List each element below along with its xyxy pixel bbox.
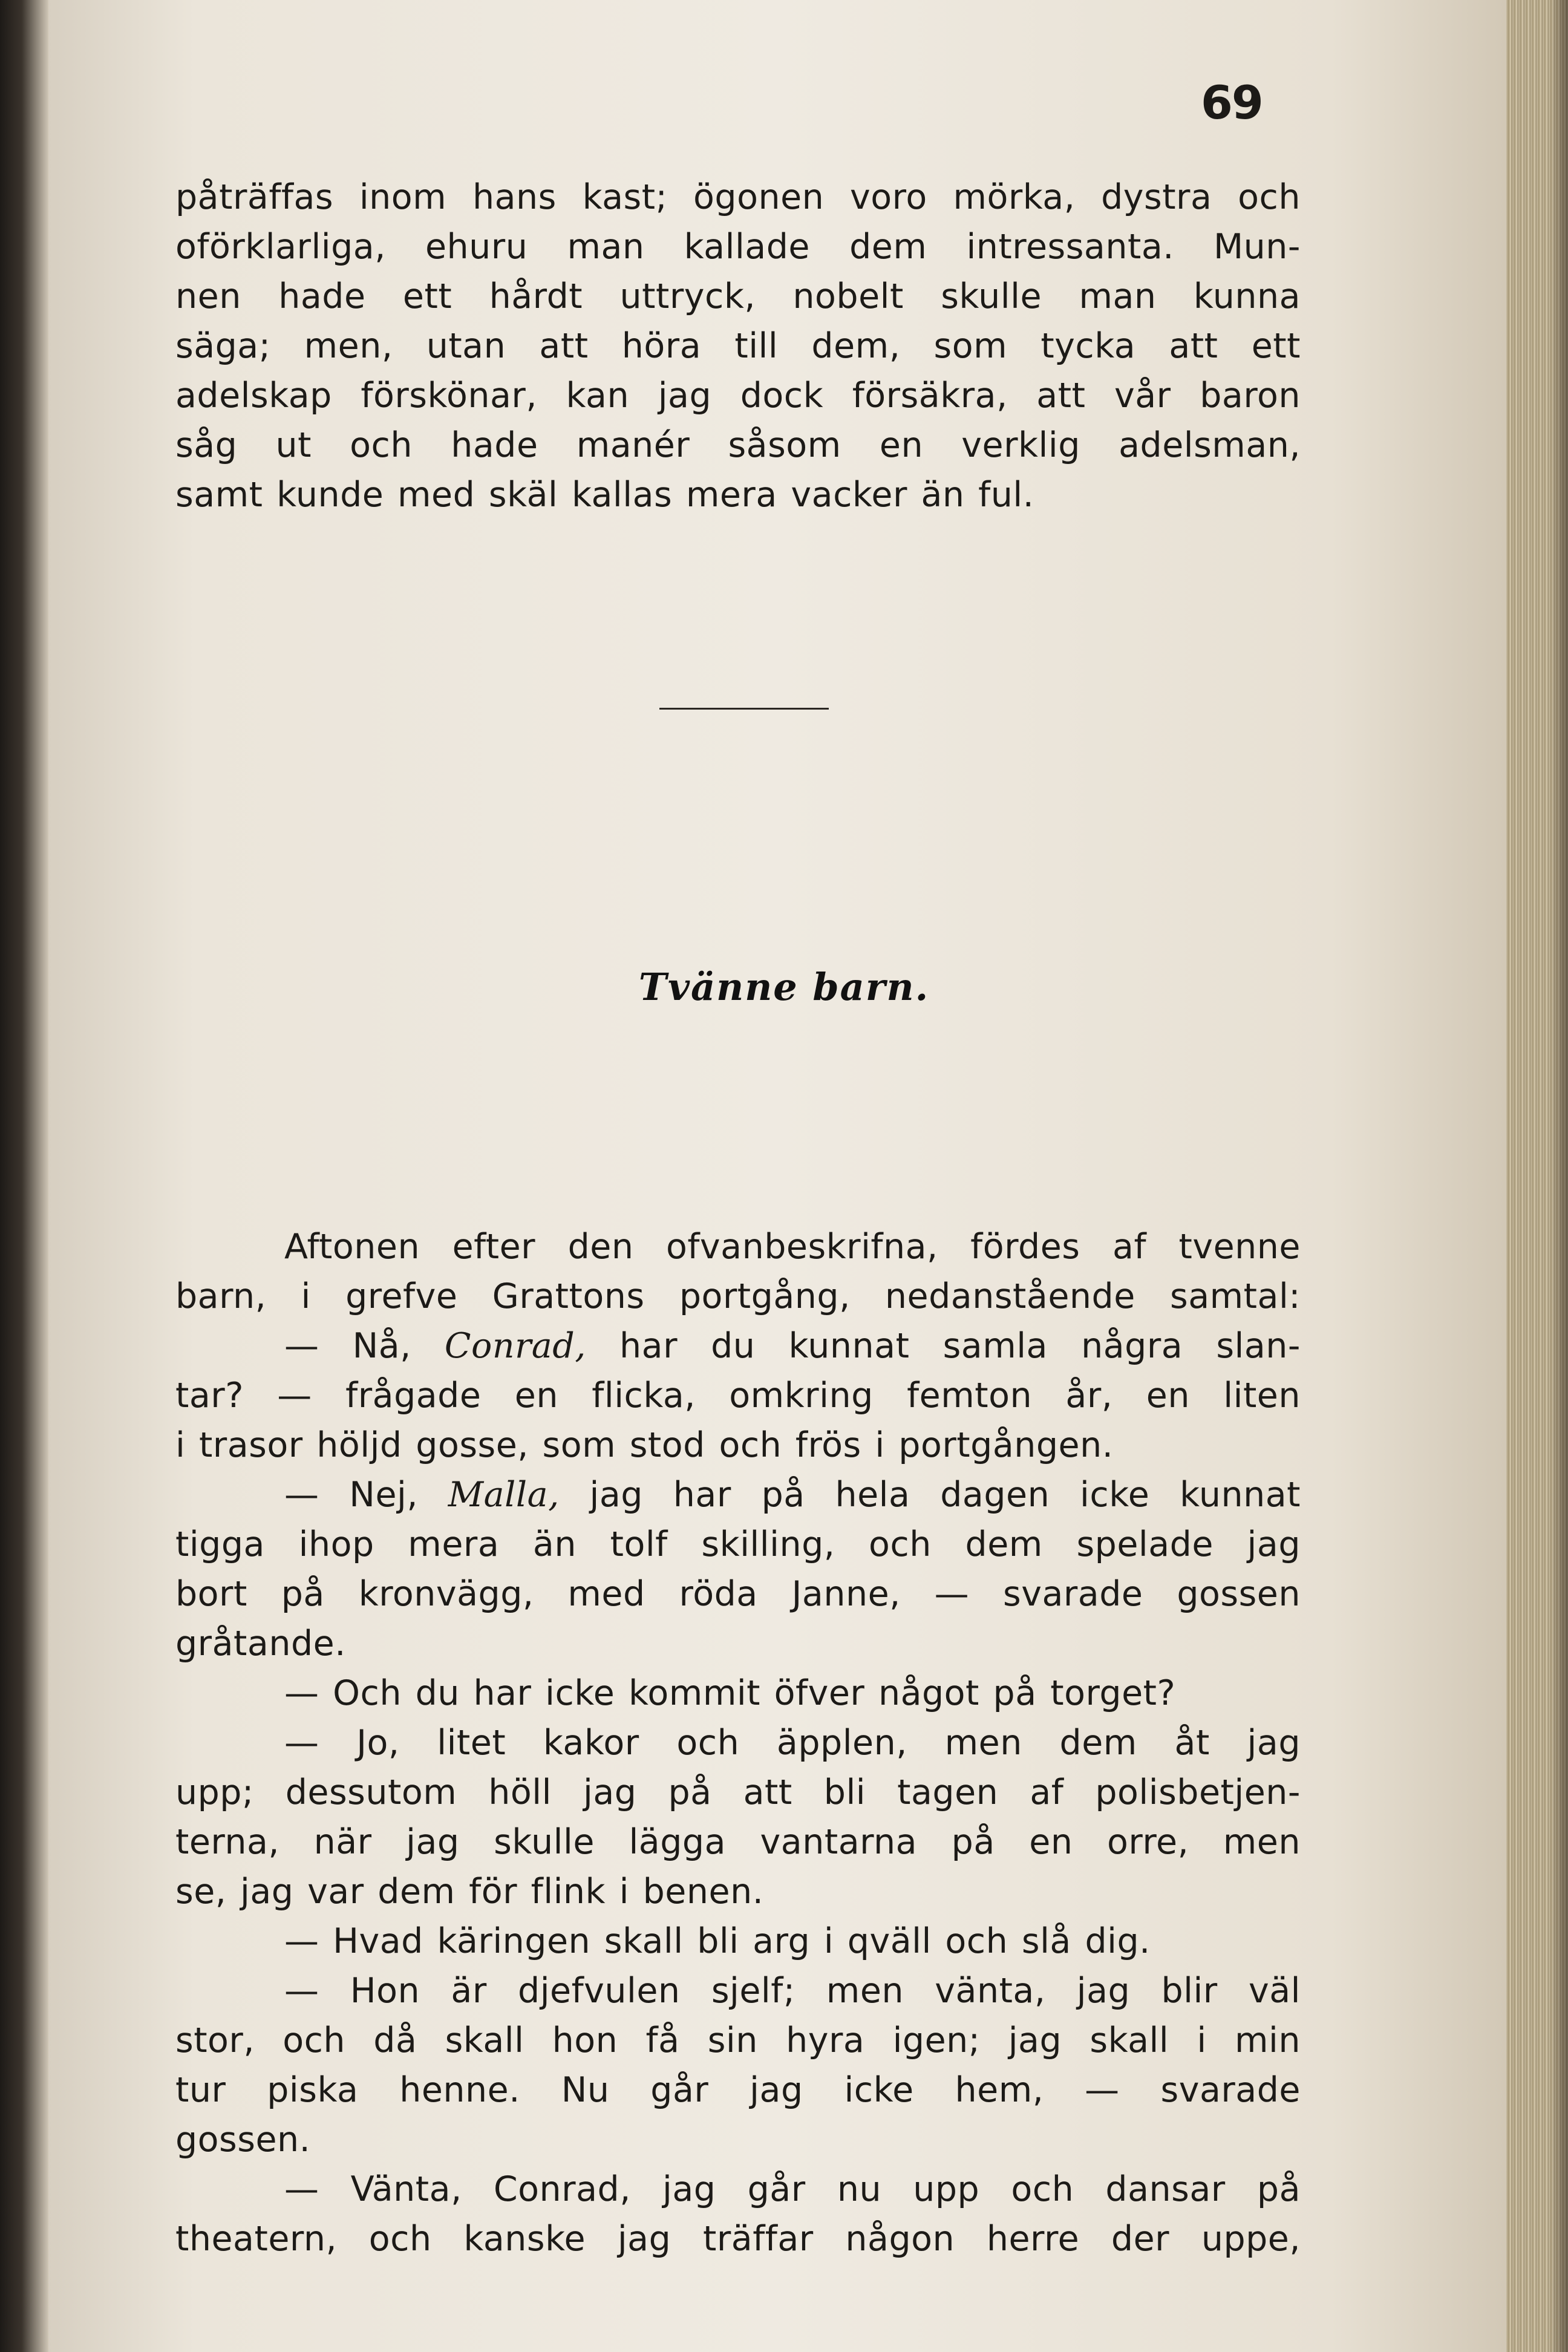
text-line: barn, i grefve Grattons portgång, nedanstående samtal: <box>175 1276 1301 1316</box>
text-line: terna, när jag skulle lägga vantarna på en orre, men <box>175 1822 1301 1862</box>
section-heading: Tvänne barn. <box>638 965 930 1009</box>
text-line: tur piska henne. Nu går jag icke hem, — svarade <box>175 2070 1301 2110</box>
text-line: bort på kronvägg, med röda Janne, — svarade gossen <box>175 1574 1301 1614</box>
text-line <box>175 1470 1301 1520</box>
text-line: — Vänta, Conrad, jag går nu upp och dansar på <box>284 2169 1301 2209</box>
text-line: se, jag var dem för flink i benen. <box>175 1872 764 1912</box>
text-line: såg ut och hade manér såsom en verklig adelsman, <box>175 425 1301 465</box>
text-line: gossen. <box>175 2120 311 2160</box>
dialogue-text: jag har på hela dagen icke kunnat <box>559 1475 1301 1515</box>
name-conrad: Conrad, <box>444 1326 586 1366</box>
text-line: nen hade ett hårdt uttryck, nobelt skulle man kunna <box>175 276 1301 316</box>
text-line: adelskap förskönar, kan jag dock försäkra, att vår baron <box>175 376 1301 416</box>
story-text <box>175 1222 1301 2264</box>
text-line: stor, och då skall hon få sin hyra igen; jag skall i min <box>175 2020 1301 2060</box>
text-line: — Jo, litet kakor och äpplen, men dem åt jag <box>284 1723 1301 1763</box>
text-line: — Och du har icke kommit öfver något på torget? <box>284 1673 1176 1713</box>
page-number: 69 <box>1201 76 1263 129</box>
text-line: samt kunde med skäl kallas mera vacker än ful. <box>175 475 1034 515</box>
text-line: påträffas inom hans kast; ögonen voro mörka, dystra och <box>175 177 1301 217</box>
text-line: tigga ihop mera än tolf skilling, och dem spelade jag <box>175 1524 1301 1564</box>
text-line: upp; dessutom höll jag på att bli tagen af polisbetjen- <box>175 1772 1301 1812</box>
opening-paragraph <box>175 172 1301 520</box>
text-line: theatern, och kanske jag träffar någon herre der uppe, <box>175 2219 1301 2259</box>
text-line: Aftonen efter den ofvanbeskrifna, fördes af tvenne <box>284 1227 1301 1267</box>
text-line: oförklarliga, ehuru man kallade dem intressanta. Mun- <box>175 227 1301 267</box>
text-line: — Hon är djefvulen sjelf; men vänta, jag blir väl <box>284 1971 1301 2011</box>
text-line <box>175 1321 1301 1371</box>
text-line: tar? — frågade en flicka, omkring femton år, en liten <box>175 1376 1301 1416</box>
book-gutter <box>0 0 48 2352</box>
text-line: i trasor höljd gosse, som stod och frös i portgången. <box>175 1425 1114 1465</box>
dialogue-text: har du kunnat samla några slan- <box>586 1326 1301 1366</box>
name-malla: Malla, <box>448 1475 560 1515</box>
text-line: — Hvad käringen skall bli arg i qväll och slå dig. <box>284 1921 1151 1961</box>
dialogue-dash: — Nej, <box>284 1475 448 1515</box>
dialogue-dash: — Nå, <box>284 1326 445 1366</box>
text-line: gråtande. <box>175 1624 346 1664</box>
section-divider <box>659 708 829 710</box>
text-line: säga; men, utan att höra till dem, som tycka att ett <box>175 326 1301 366</box>
page-edges <box>1506 0 1568 2352</box>
